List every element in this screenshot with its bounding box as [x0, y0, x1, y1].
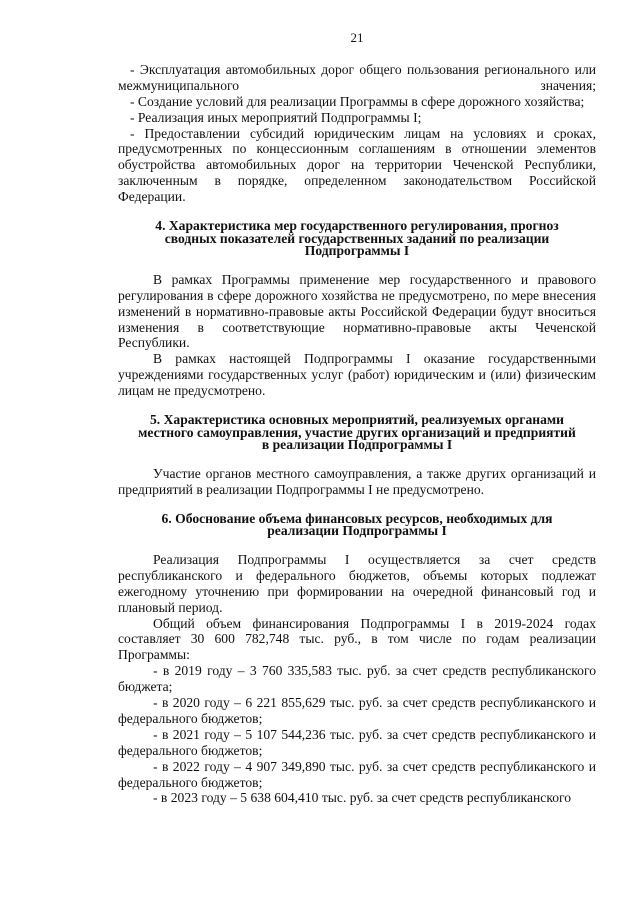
paragraph: В рамках Программы применение мер государственного и правового регулирования в сфере дорожного хозяйства не предусмотрено, по мере внесения изменений в нормативно-правовые акты Российской Федерации будут вноситься изменения в соответствующие нормативно-правовые акты Чеченской Республики.	[118, 271, 596, 351]
list-item: - в 2022 году – 4 907 349,890 тыс. руб. за счет средств республиканского и федерального бюджетов;	[118, 758, 596, 790]
heading-line: в реализации Подпрограммы I	[261, 437, 453, 453]
intro-list	[118, 62, 596, 205]
paragraph: Общий объем финансирования Подпрограммы I в 2019-2024 годах составляет 30 600 782,748 тыс. руб., в том числе по годам реализации Программы:	[118, 615, 596, 663]
paragraph: В рамках настоящей Подпрограммы I оказание государственными учреждениями государственных услуг (работ) юридическим и (или) физическим лицам не предусмотрено.	[118, 351, 596, 399]
page-number: 21	[350, 30, 364, 45]
section-5-heading	[118, 414, 596, 452]
list-item: - в 2023 году – 5 638 604,410 тыс. руб. за счет средств республиканского	[153, 790, 572, 806]
list-item: - Реализация иных мероприятий Подпрограммы I;	[130, 109, 422, 125]
list-item: - Создание условий для реализации Программы в сфере дорожного хозяйства;	[130, 93, 585, 109]
section-6-heading	[118, 510, 596, 539]
paragraph: Реализация Подпрограммы I осуществляется за счет средств республиканского и федерального бюджетов, объемы которых подлежат ежегодному уточнению при формировании на очередной финансовый год и плановый период.	[118, 551, 596, 615]
list-item: - в 2021 году – 5 107 544,236 тыс. руб. за счет средств республиканского и федерального бюджетов;	[118, 726, 596, 758]
heading-line: реализации Подпрограммы I	[267, 523, 447, 539]
list-item: - Эксплуатация автомобильных дорог общего пользования регионального или межмуниципального значения;	[118, 61, 596, 93]
heading-line: 5. Характеристика основных мероприятий, реализуемых органами	[149, 412, 564, 428]
year-funding-list	[118, 663, 596, 806]
heading-line: Подпрограммы I	[304, 243, 410, 259]
heading-line: сводных показателей государственных заданий по реализации	[164, 230, 550, 246]
heading-line: 4. Характеристика мер государственного регулирования, прогноз	[155, 218, 559, 234]
list-item: - в 2019 году – 3 760 335,583 тыс. руб. за счет средств республиканского бюджета;	[118, 663, 596, 695]
list-item: - Предоставлении субсидий юридическим лицам на условиях и сроках, предусмотренных по концессионным соглашениям в отношении элементов обустройства автомобильных дорог на территории Чеченской Республики, заключенным в порядке, определенном законодательством Российской Федерации.	[118, 125, 596, 205]
section-4-heading	[118, 220, 596, 258]
list-item: - в 2020 году – 6 221 855,629 тыс. руб. за счет средств республиканского и федерального бюджетов;	[118, 695, 596, 726]
heading-line: местного самоуправления, участие других организаций и предприятий	[138, 424, 576, 440]
heading-line: 6. Обоснование объема финансовых ресурсов, необходимых для	[161, 510, 553, 526]
paragraph: Участие органов местного самоуправления, а также других организаций и предприятий в реализации Подпрограммы I не предусмотрено.	[118, 465, 596, 497]
